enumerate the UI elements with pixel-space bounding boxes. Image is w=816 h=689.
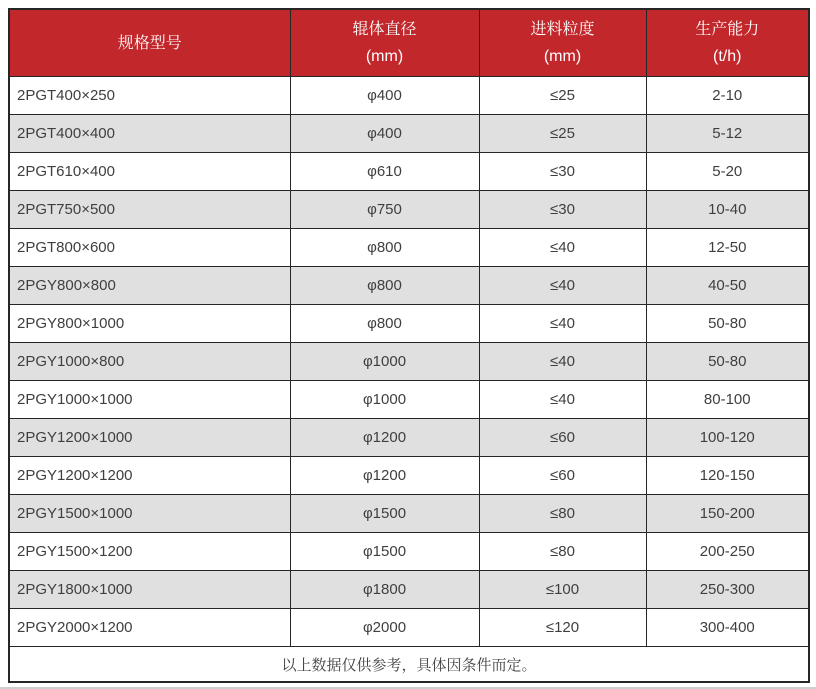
header-row <box>9 9 809 77</box>
table-row <box>9 533 809 571</box>
value-cell: 100-120 <box>646 419 809 457</box>
footer-row <box>9 647 809 683</box>
value-cell: φ1800 <box>290 571 479 609</box>
value-cell: φ1500 <box>290 533 479 571</box>
value-cell: 120-150 <box>646 457 809 495</box>
value-cell: φ610 <box>290 153 479 191</box>
model-cell: 2PGY1200×1000 <box>9 419 290 457</box>
value-cell: 300-400 <box>646 609 809 647</box>
spec-table <box>8 8 810 683</box>
value-cell: φ1000 <box>290 381 479 419</box>
table-row <box>9 343 809 381</box>
model-cell: 2PGT750×500 <box>9 191 290 229</box>
value-cell: φ2000 <box>290 609 479 647</box>
value-cell: φ1200 <box>290 457 479 495</box>
column-unit: (t/h) <box>713 48 742 65</box>
value-cell: 50-80 <box>646 343 809 381</box>
model-cell: 2PGT800×600 <box>9 229 290 267</box>
model-cell: 2PGT610×400 <box>9 153 290 191</box>
value-cell: ≤100 <box>479 571 646 609</box>
table-row <box>9 115 809 153</box>
value-cell: 40-50 <box>646 267 809 305</box>
model-cell: 2PGT400×250 <box>9 77 290 115</box>
value-cell: φ800 <box>290 229 479 267</box>
value-cell: 150-200 <box>646 495 809 533</box>
value-cell: 10-40 <box>646 191 809 229</box>
value-cell: φ1500 <box>290 495 479 533</box>
value-cell: 5-12 <box>646 115 809 153</box>
value-cell: φ750 <box>290 191 479 229</box>
value-cell: ≤25 <box>479 115 646 153</box>
table-row <box>9 381 809 419</box>
value-cell: ≤120 <box>479 609 646 647</box>
model-cell: 2PGY800×800 <box>9 267 290 305</box>
table-footer <box>9 647 809 683</box>
value-cell: ≤60 <box>479 457 646 495</box>
value-cell: 12-50 <box>646 229 809 267</box>
table-row <box>9 77 809 115</box>
model-cell: 2PGY1000×1000 <box>9 381 290 419</box>
value-cell: φ1000 <box>290 343 479 381</box>
table-row <box>9 571 809 609</box>
table-row <box>9 305 809 343</box>
footer-note: 以上数据仅供参考，具体因条件而定。 <box>9 647 809 683</box>
value-cell: ≤40 <box>479 267 646 305</box>
value-cell: 50-80 <box>646 305 809 343</box>
column-header-model <box>9 9 290 77</box>
value-cell: φ400 <box>290 77 479 115</box>
table-row <box>9 153 809 191</box>
table-row <box>9 267 809 305</box>
value-cell: ≤40 <box>479 343 646 381</box>
model-cell: 2PGY1500×1200 <box>9 533 290 571</box>
model-cell: 2PGY1200×1200 <box>9 457 290 495</box>
value-cell: ≤25 <box>479 77 646 115</box>
value-cell: ≤30 <box>479 153 646 191</box>
value-cell: 80-100 <box>646 381 809 419</box>
value-cell: ≤30 <box>479 191 646 229</box>
value-cell: ≤40 <box>479 305 646 343</box>
table-header <box>9 9 809 77</box>
table-row <box>9 457 809 495</box>
table-row <box>9 229 809 267</box>
model-cell: 2PGY1500×1000 <box>9 495 290 533</box>
model-cell: 2PGY2000×1200 <box>9 609 290 647</box>
column-label: 进料粒度 <box>530 21 595 38</box>
column-unit: (mm) <box>365 48 404 65</box>
value-cell: φ800 <box>290 305 479 343</box>
value-cell: ≤40 <box>479 381 646 419</box>
table-row <box>9 609 809 647</box>
value-cell: φ1200 <box>290 419 479 457</box>
table-row <box>9 495 809 533</box>
column-label: 辊体直径 <box>352 21 417 38</box>
value-cell: 5-20 <box>646 153 809 191</box>
model-cell: 2PGT400×400 <box>9 115 290 153</box>
value-cell: ≤80 <box>479 495 646 533</box>
model-cell: 2PGY1800×1000 <box>9 571 290 609</box>
value-cell: 200-250 <box>646 533 809 571</box>
value-cell: φ800 <box>290 267 479 305</box>
model-cell: 2PGY1000×800 <box>9 343 290 381</box>
value-cell: ≤40 <box>479 229 646 267</box>
value-cell: ≤60 <box>479 419 646 457</box>
value-cell: 2-10 <box>646 77 809 115</box>
table-body <box>9 77 809 647</box>
column-unit: (mm) <box>543 48 582 65</box>
column-label: 生产能力 <box>695 21 760 38</box>
value-cell: ≤80 <box>479 533 646 571</box>
column-label: 规格型号 <box>117 34 182 52</box>
table-row <box>9 419 809 457</box>
table-row <box>9 191 809 229</box>
column-header-feed-size <box>479 9 646 77</box>
column-header-capacity <box>646 9 809 77</box>
value-cell: 250-300 <box>646 571 809 609</box>
model-cell: 2PGY800×1000 <box>9 305 290 343</box>
column-header-roller-diameter <box>290 9 479 77</box>
value-cell: φ400 <box>290 115 479 153</box>
